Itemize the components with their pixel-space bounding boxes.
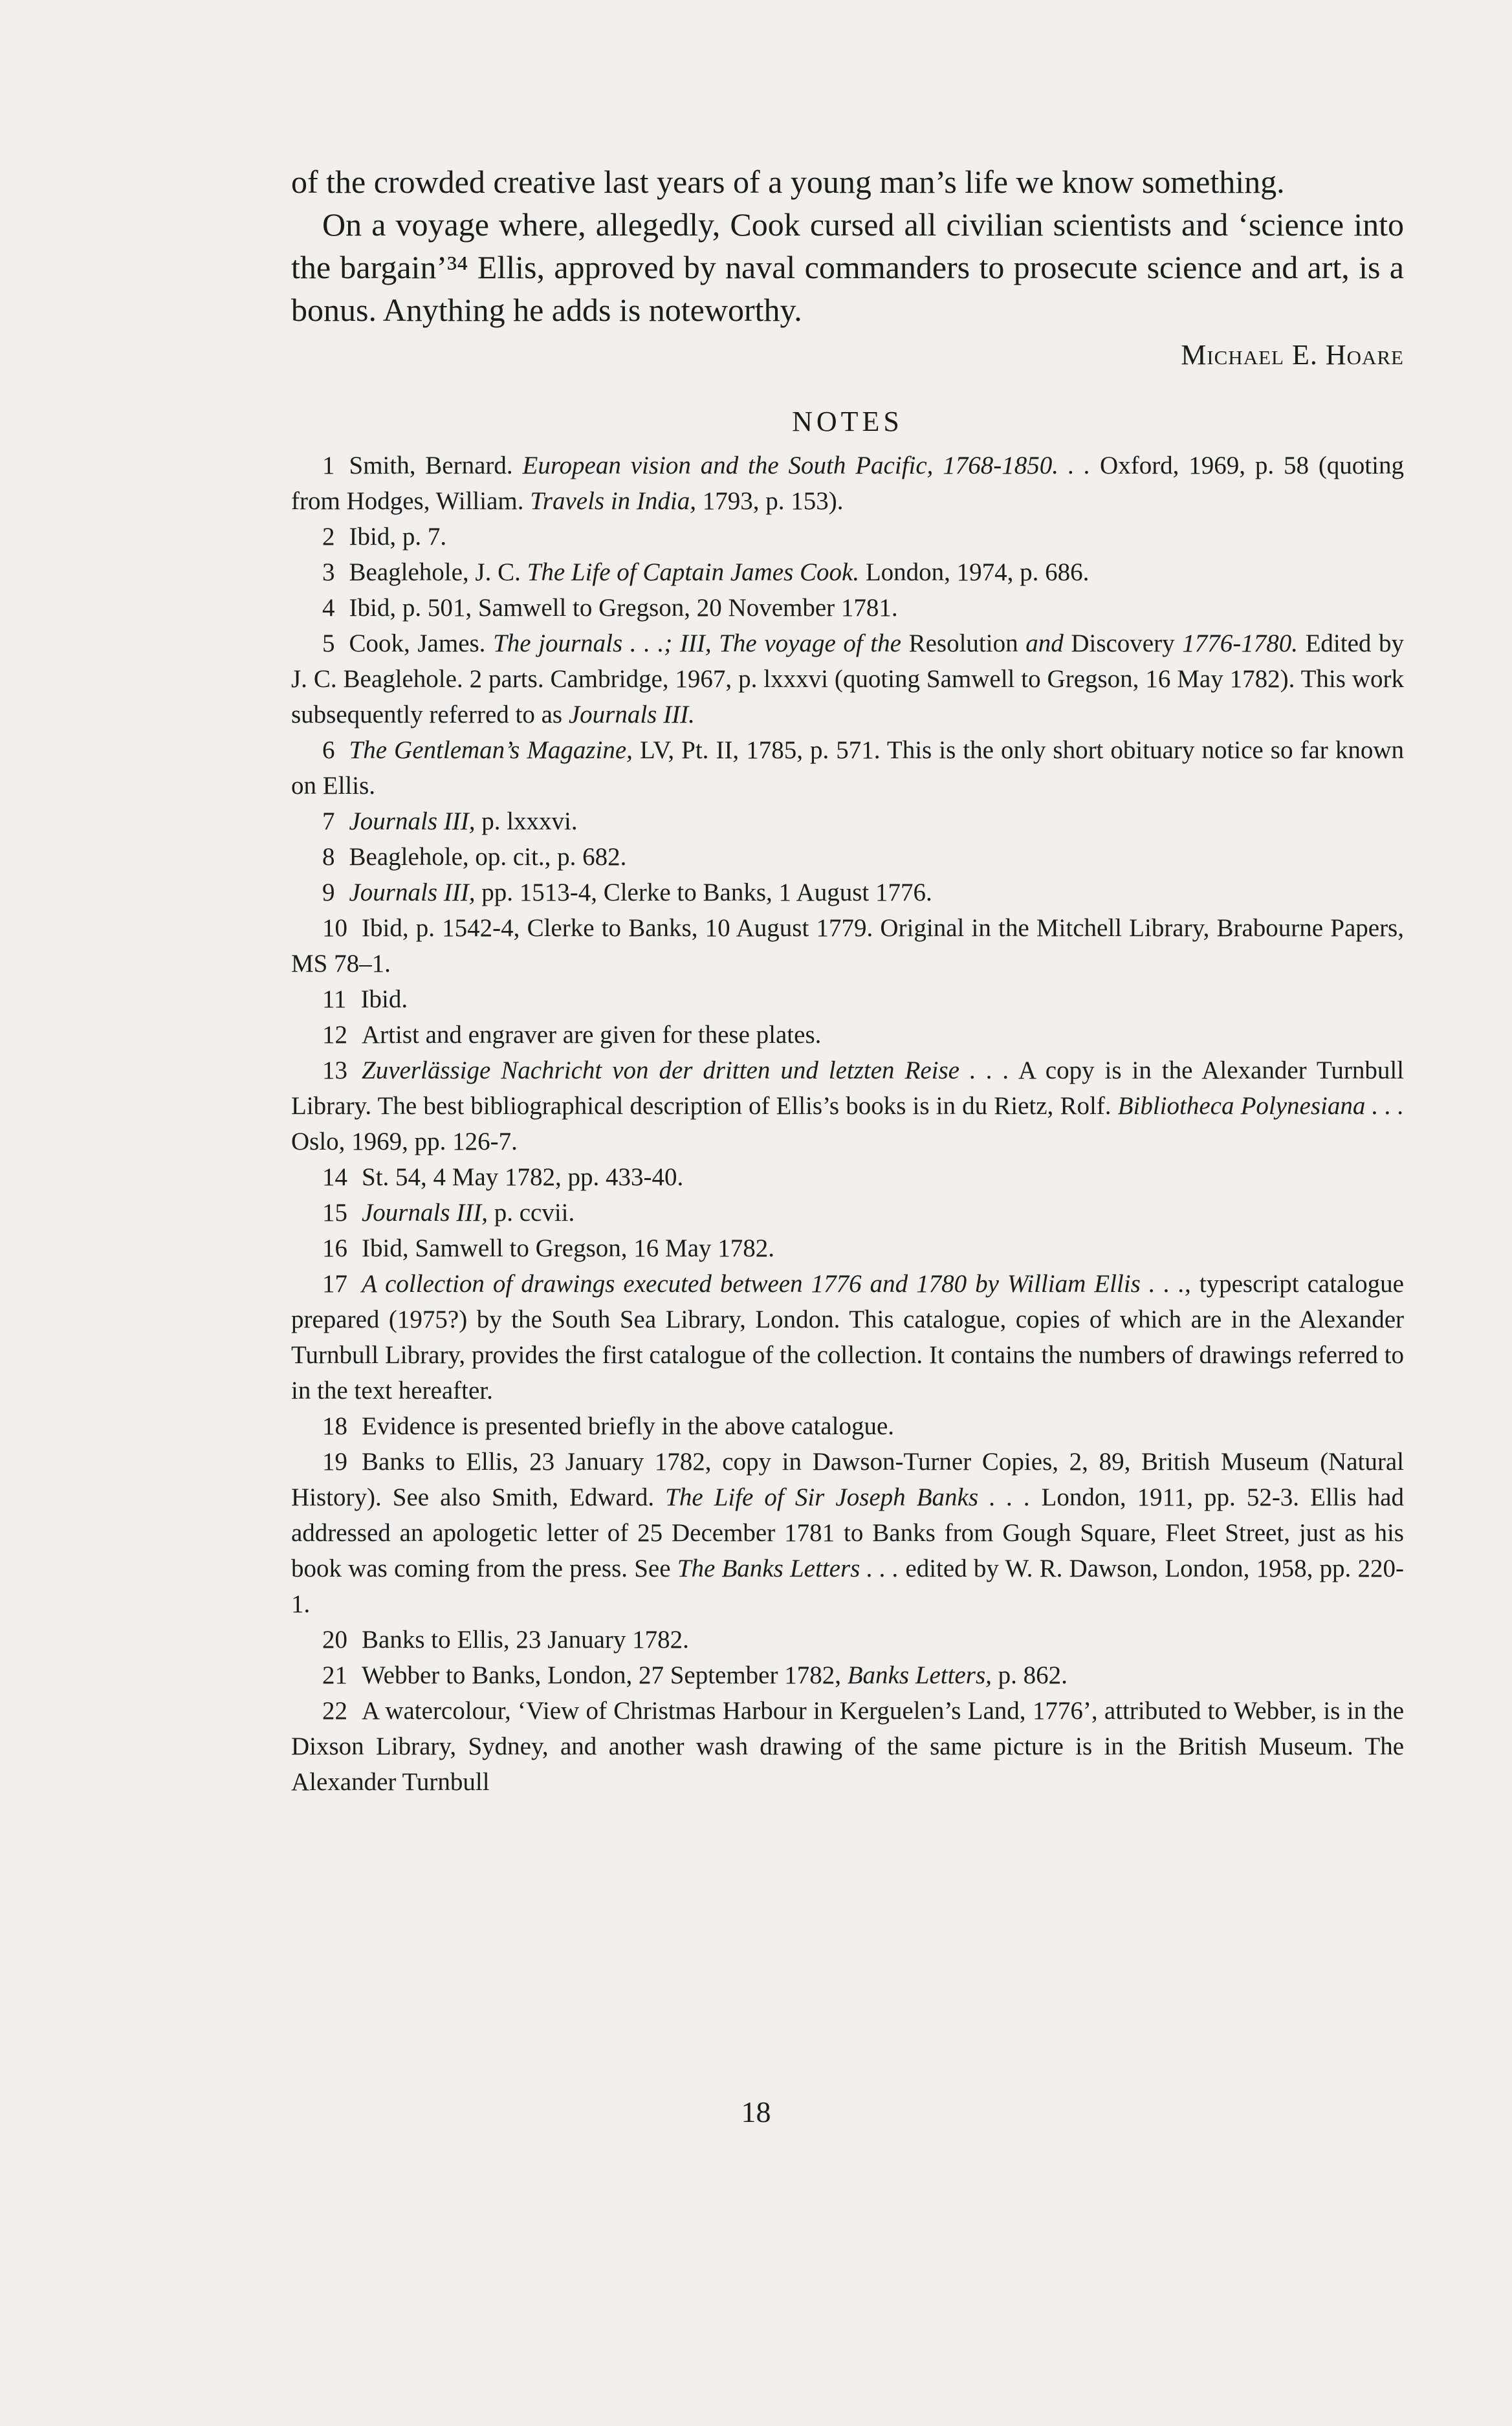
note-text: Zuverlässige Nachricht von der dritten und letzten Reise . . . A copy is in the Alexander Turnbull Library. The best bibliographical description of Ellis’s books is in du Rietz, Rolf. Bibliotheca Polynesiana . . . Oslo, 1969, pp. 126-7.: [291, 1056, 1405, 1155]
note-item: [291, 1053, 1404, 1159]
note-number: 5: [322, 629, 335, 657]
note-item: [291, 590, 1404, 626]
note-item: [291, 554, 1404, 590]
note-item: [291, 1408, 1404, 1444]
note-text: Beaglehole, J. C. The Life of Captain James Cook. London, 1974, p. 686.: [349, 558, 1090, 586]
note-item: [291, 1266, 1404, 1408]
note-item: [291, 1693, 1404, 1800]
note-text: Webber to Banks, London, 27 September 1782, Banks Letters, p. 862.: [362, 1661, 1068, 1689]
note-text: Cook, James. The journals . . .; III, The voyage of the Resolution and Discovery 1776-1780. Edited by J. C. Beaglehole. 2 parts. Cambridge, 1967, p. lxxxvi (quoting Samwell to Gregson, 16 May 1782). This work subsequently referred to as Journals III.: [291, 629, 1404, 728]
note-text: Ibid, Samwell to Gregson, 16 May 1782.: [362, 1234, 775, 1262]
note-item: [291, 981, 1404, 1017]
note-number: 21: [322, 1661, 347, 1689]
note-number: 17: [322, 1270, 347, 1298]
note-text: Ibid, p. 7.: [349, 523, 447, 551]
note-text: Ibid, p. 501, Samwell to Gregson, 20 November 1781.: [349, 594, 898, 622]
note-number: 6: [322, 736, 335, 764]
note-item: [291, 1657, 1404, 1693]
note-item: [291, 519, 1404, 554]
note-number: 14: [322, 1163, 347, 1191]
note-number: 3: [322, 558, 335, 586]
note-number: 13: [322, 1056, 347, 1084]
page-number: 18: [741, 2095, 771, 2128]
note-number: 1: [322, 452, 335, 479]
note-item: [291, 875, 1404, 910]
note-item: [291, 732, 1404, 803]
note-number: 11: [322, 985, 347, 1013]
note-number: 2: [322, 523, 335, 551]
note-item: [291, 803, 1404, 839]
note-text: Beaglehole, op. cit., p. 682.: [349, 843, 627, 871]
note-text: Ibid, p. 1542-4, Clerke to Banks, 10 August 1779. Original in the Mitchell Library, Brabourne Papers, MS 78–1.: [291, 914, 1404, 978]
note-item: [291, 448, 1404, 519]
note-item: [291, 1017, 1404, 1053]
note-item: [291, 910, 1404, 981]
note-text: Artist and engraver are given for these plates.: [362, 1021, 822, 1049]
note-number: 22: [322, 1697, 347, 1725]
body-paragraph-1: of the crowded creative last years of a young man’s life we know something.: [291, 164, 1285, 200]
note-text: Journals III, p. lxxxvi.: [349, 807, 578, 835]
note-text: Journals III, pp. 1513-4, Clerke to Banks, 1 August 1776.: [349, 879, 932, 906]
note-item: [291, 1444, 1404, 1622]
note-item: [291, 1230, 1404, 1266]
note-item: [291, 1159, 1404, 1195]
note-text: St. 54, 4 May 1782, pp. 433-40.: [362, 1163, 684, 1191]
note-number: 15: [322, 1199, 347, 1227]
note-text: A collection of drawings executed between 1776 and 1780 by William Ellis . . ., typescript catalogue prepared (1975?) by the South Sea Library, London. This catalogue, copies of which are in the Alexander Turnbull Library, provides the first catalogue of the collection. It contains the numbers of drawings referred to in the text hereafter.: [291, 1270, 1404, 1404]
note-text: Smith, Bernard. European vision and the South Pacific, 1768-1850. . . Oxford, 1969, p. 58 (quoting from Hodges, William. Travels in India, 1793, p. 153).: [291, 452, 1404, 515]
note-number: 4: [322, 594, 335, 622]
note-number: 10: [322, 914, 347, 942]
page-content: [291, 160, 1404, 1800]
note-number: 8: [322, 843, 335, 871]
note-number: 18: [322, 1412, 347, 1440]
note-number: 7: [322, 807, 335, 835]
note-text: The Gentleman’s Magazine, LV, Pt. II, 1785, p. 571. This is the only short obituary notice so far known on Ellis.: [291, 736, 1404, 800]
note-number: 12: [322, 1021, 347, 1049]
note-text: Banks to Ellis, 23 January 1782.: [362, 1626, 689, 1654]
note-text: Evidence is presented briefly in the above catalogue.: [362, 1412, 894, 1440]
note-item: [291, 839, 1404, 875]
note-number: 9: [322, 879, 335, 906]
note-text: Journals III, p. ccvii.: [362, 1199, 575, 1227]
note-text: A watercolour, ‘View of Christmas Harbour in Kerguelen’s Land, 1776’, attributed to Webber, is in the Dixson Library, Sydney, and another wash drawing of the same picture is in the British Museum. The Alexander Turnbull: [291, 1697, 1404, 1796]
notes-heading: NOTES: [792, 406, 903, 437]
note-item: [291, 1622, 1404, 1657]
note-text: Ibid.: [360, 985, 408, 1013]
note-number: 20: [322, 1626, 347, 1654]
note-item: [291, 1195, 1404, 1230]
note-number: 19: [322, 1448, 347, 1476]
body-text: [291, 160, 1404, 331]
note-text: Banks to Ellis, 23 January 1782, copy in Dawson-Turner Copies, 2, 89, British Museum (Natural History). See also Smith, Edward. The Life of Sir Joseph Banks . . . London, 1911, pp. 52-3. Ellis had addressed an apologetic letter of 25 December 1781 to Banks from Gough Square, Fleet Street, just as his book was coming from the press. See The Banks Letters . . . edited by W. R. Dawson, London, 1958, pp. 220-1.: [291, 1448, 1404, 1618]
notes-list: [291, 448, 1404, 1800]
body-paragraph-2: On a voyage where, allegedly, Cook cursed all civilian scientists and ‘science into the bargain’³⁴ Ellis, approved by naval commanders to prosecute science and art, is a bonus. Anything he adds is noteworthy.: [291, 206, 1404, 328]
note-item: [291, 626, 1404, 732]
author-signature: Michael E. Hoare: [1181, 339, 1404, 371]
note-number: 16: [322, 1234, 347, 1262]
